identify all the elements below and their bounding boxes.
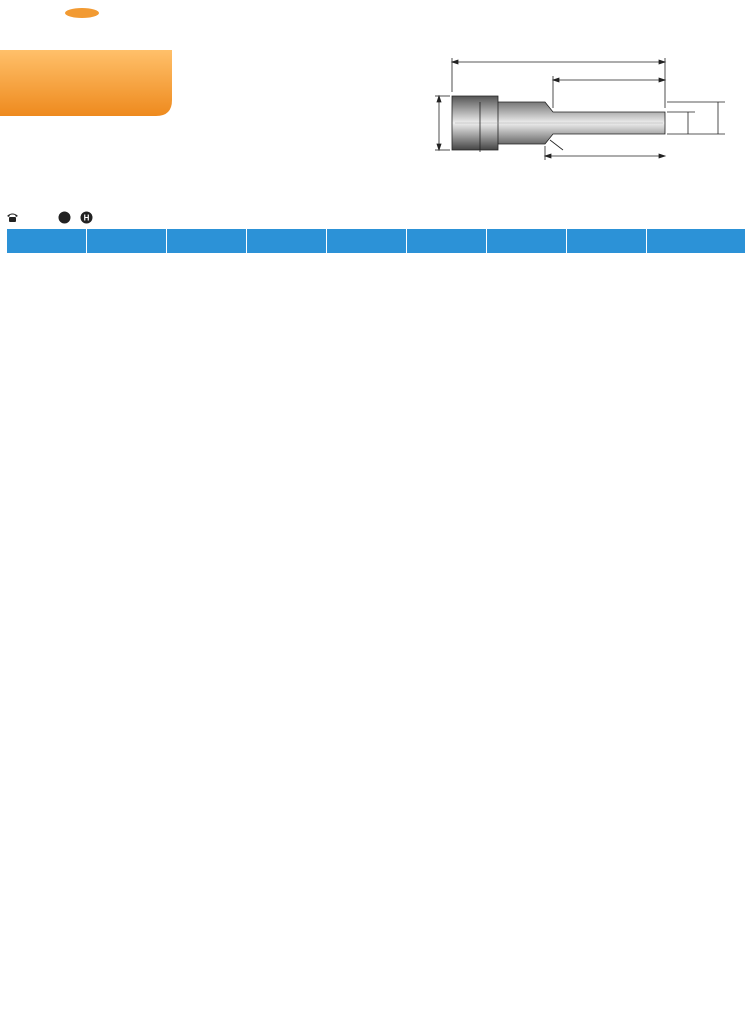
svg-text:H: H (83, 213, 90, 223)
col-header-S (407, 229, 487, 253)
col-header-L (167, 229, 247, 253)
col-header-H (567, 229, 647, 253)
code-banner (0, 50, 172, 116)
spec-table (6, 229, 745, 253)
col-header-D (7, 229, 87, 253)
material-badge (58, 211, 71, 224)
spec-table-header (7, 229, 745, 253)
din-badge (64, 3, 100, 19)
col-header-d (87, 229, 167, 253)
col-header-R (487, 229, 567, 253)
col-header-L1 (247, 229, 327, 253)
ejector-sleeve-drawing (395, 40, 740, 170)
col-header-price (647, 229, 745, 253)
col-header-d1 (327, 229, 407, 253)
order-line (6, 211, 96, 224)
hardness-icon (80, 211, 93, 224)
phone-icon (6, 212, 19, 223)
